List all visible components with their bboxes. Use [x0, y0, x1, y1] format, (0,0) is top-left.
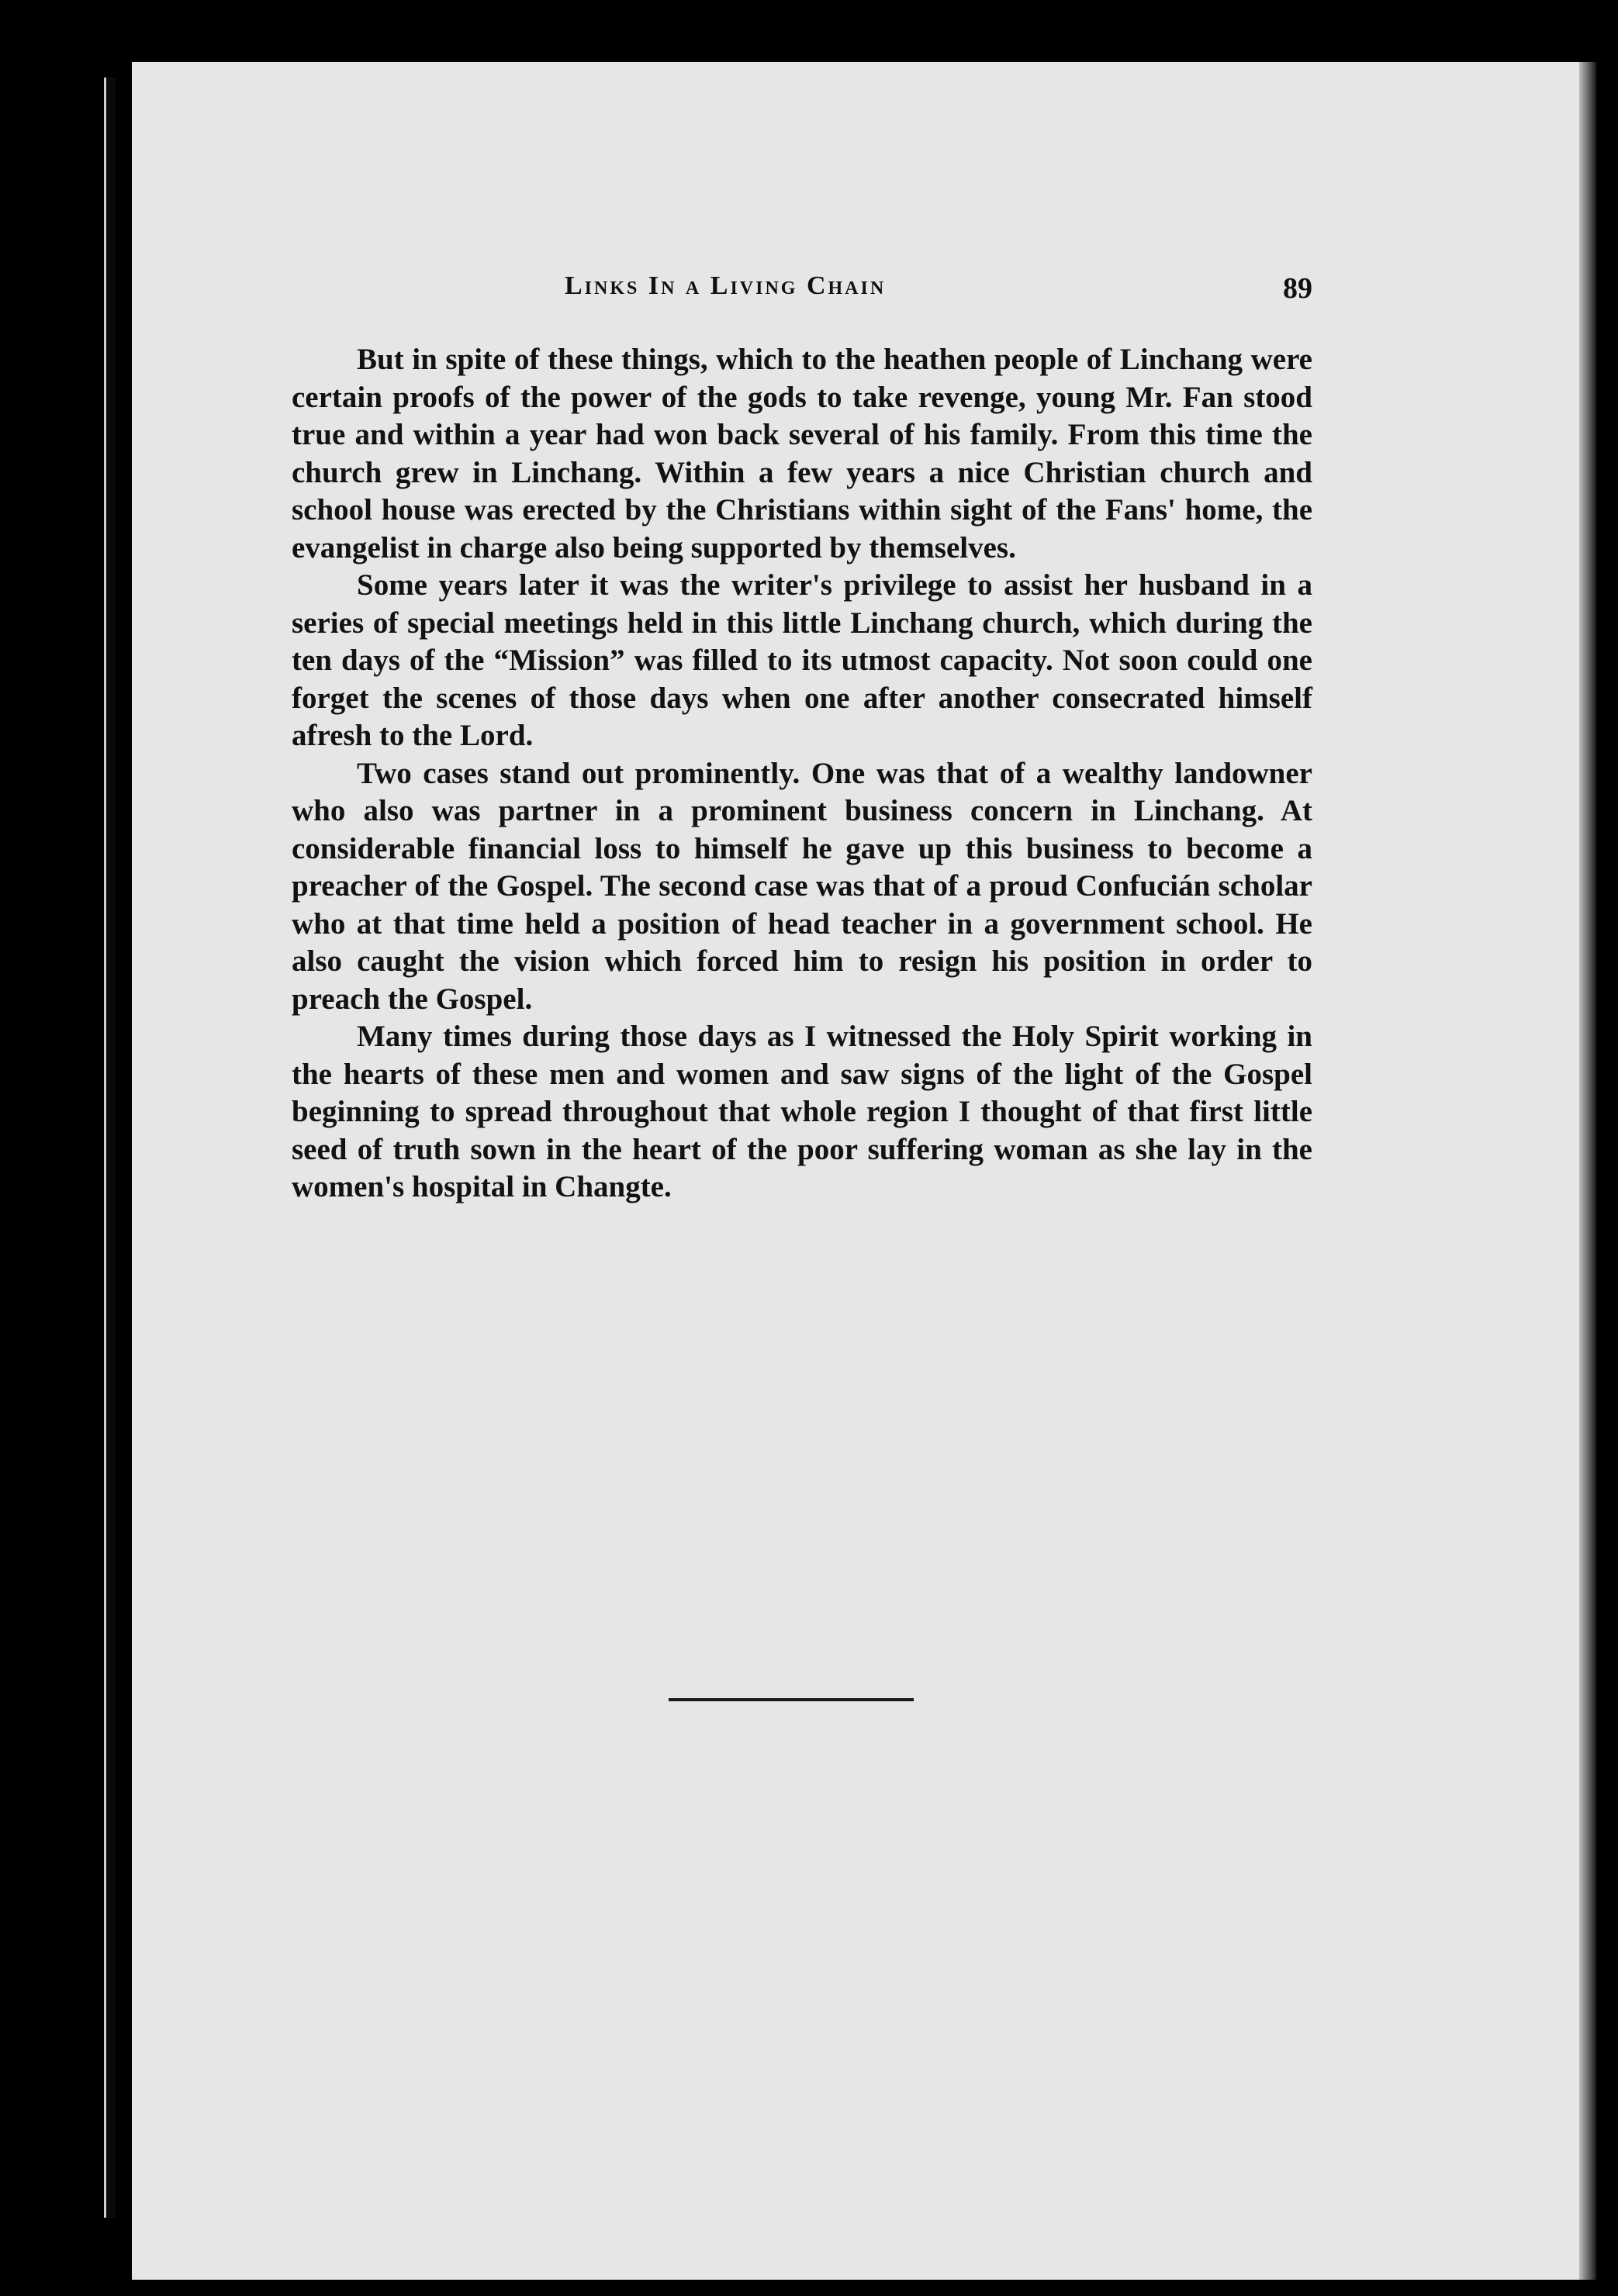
chapter-end-rule	[669, 1698, 914, 1701]
paragraph: Many times during those days as I witnessed the Holy Spirit working in the hearts of these men and women and saw signs of the light of the Gospel beginning to spread throughout that whole region I thought of that first little seed of truth sown in the heart of the poor suffering woman as she lay in the women's hospital in Changte.	[292, 1020, 1312, 1203]
paragraph: Two cases stand out prominently. One was that of a wealthy landowner who also was partner in a prominent business concern in Linchang. At considerable financial loss to himself he gave up this business to become a preacher of the Gospel. The second case was that of a proud Confucián scholar who at that time held a position of head teacher in a government school. He also caught the vision which forced him to resign his position in order to preach the Gospel.	[292, 756, 1312, 1016]
book-spine-edge	[104, 78, 116, 2218]
running-title: Links In a Living Chain	[565, 271, 887, 300]
paragraph: Some years later it was the writer's privilege to assist her husband in a series of special meetings held in this little Linchang church, which during the ten days of the “Mission” was filled to its utmost capacity. Not soon could one forget the scenes of those days when one after another consecrated himself afresh to the Lord.	[292, 568, 1312, 752]
running-header	[292, 271, 1312, 318]
page-number: 89	[1283, 272, 1312, 305]
paragraph: But in spite of these things, which to the heathen people of Linchang were certain proofs of the power of the gods to take revenge, young Mr. Fan stood true and within a year had won back several of his family. From this time the church grew in Linchang. Within a few years a nice Christian church and school house was erected by the Christians within sight of the Fans' home, the evangelist in charge also being supported by themselves.	[292, 343, 1312, 565]
page-edge-shadow	[1579, 62, 1596, 2280]
body-text	[292, 341, 1312, 1207]
